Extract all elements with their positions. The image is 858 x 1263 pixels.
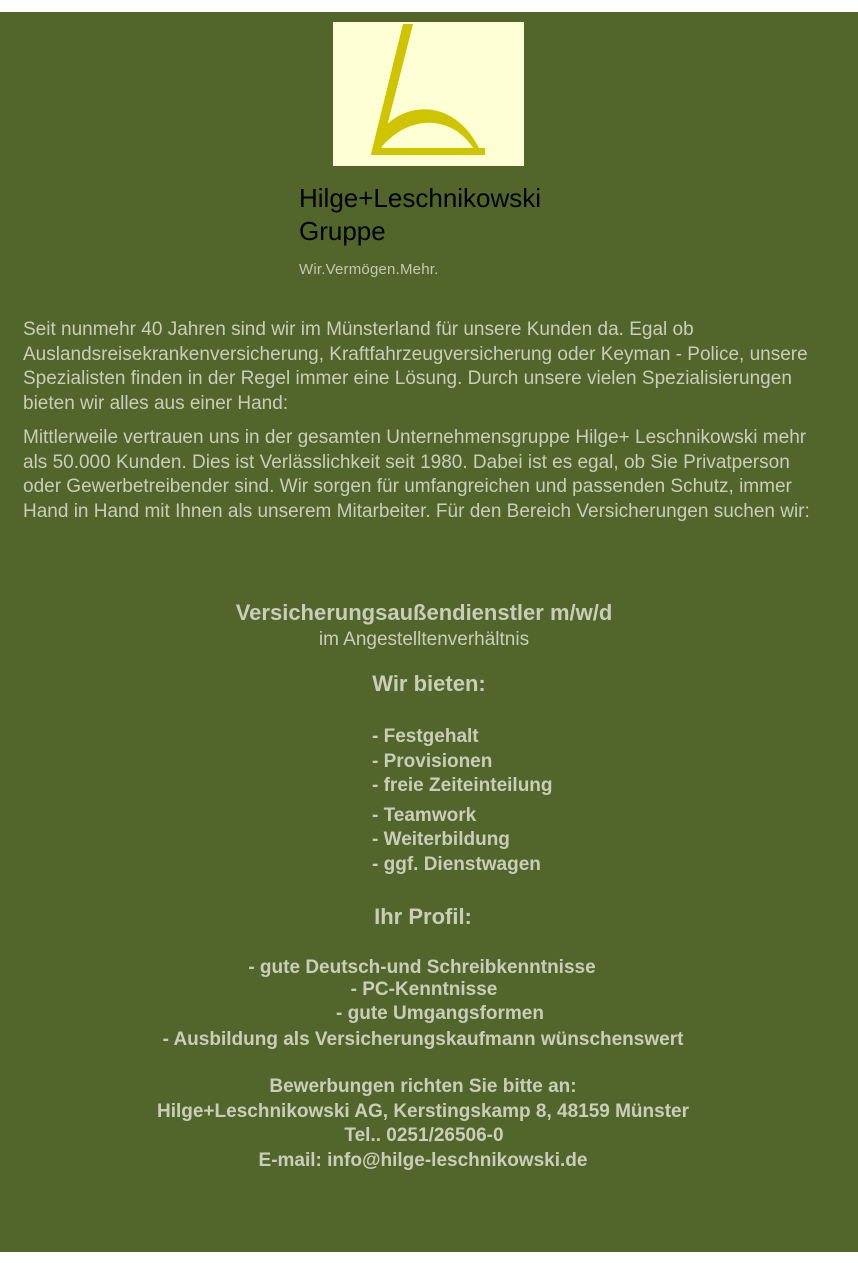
list-item: - Teamwork [372,804,477,826]
list-item: - Weiterbildung [372,829,510,850]
company-name [299,182,541,248]
contact-intro: Bewerbungen richten Sie bitte an: [269,1076,577,1097]
list-item: - ggf. Dienstwagen [372,853,541,875]
h-letter-logo-icon [333,22,524,166]
list-item: - Provisionen [372,750,493,772]
company-name-line2: Gruppe [299,216,386,246]
company-name-line1: Hilge+Leschnikowski [299,183,542,213]
list-item: - freie Zeiteinteilung [372,775,553,796]
list-item: - Ausbildung als Versicherungskaufmann wünschenswert [162,1029,684,1050]
company-logo [333,22,524,166]
contact-email: E-mail: info@hilge-leschnikowski.de [258,1150,588,1171]
offer-list [372,725,553,877]
list-item: - PC-Kenntnisse [350,979,498,1000]
list-item: - gute Umgangsformen [336,1003,544,1024]
contact-phone: Tel.. 0251/26506-0 [344,1125,504,1146]
intro-paragraph-2 [23,426,823,524]
job-title: Versicherungsaußendienstler m/w/d [235,600,613,625]
job-subtitle: im Angestelltenverhältnis [318,629,530,650]
list-item: - Festgehalt [372,726,479,747]
offer-heading: Wir bieten: [372,671,486,696]
slogan: Wir.Vermögen.Mehr. [299,261,439,278]
intro-paragraph-1 [23,318,823,416]
profile-heading: Ihr Profil: [374,904,472,929]
intro-paragraph-2-text: Mittlerweile vertrauen uns in der gesamten Unternehmensgruppe Hilge+ Leschnikowski mehr als 50.000 Kunden. Dies ist Verlässlichkeit seit 1980. Dabei ist es egal, ob Sie Privatperson oder Gewerbetreibender sind. Wir sorgen für umfangreichen und passenden Schutz, immer Hand in Hand mit Ihnen als unserem Mitarbeiter. Für den Bereich Versicherungen suchen wir: [23,427,810,522]
job-ad-page [0,12,858,1252]
contact-address: Hilge+Leschnikowski AG, Kerstingskamp 8, 48159 Münster [156,1101,690,1122]
intro-paragraph-1-text: Seit nunmehr 40 Jahren sind wir im Münsterland für unsere Kunden da. Egal ob Auslandsreisekrankenversicherung, Kraftfahrzeugversicherung oder Keyman - Police, unsere Spezialisten finden in der Regel immer eine Lösung. Durch unsere vielen Spezialisierungen bieten wir alles aus einer Hand: [23,319,808,414]
list-item: - gute Deutsch-und Schreibkenntnisse [248,957,596,978]
